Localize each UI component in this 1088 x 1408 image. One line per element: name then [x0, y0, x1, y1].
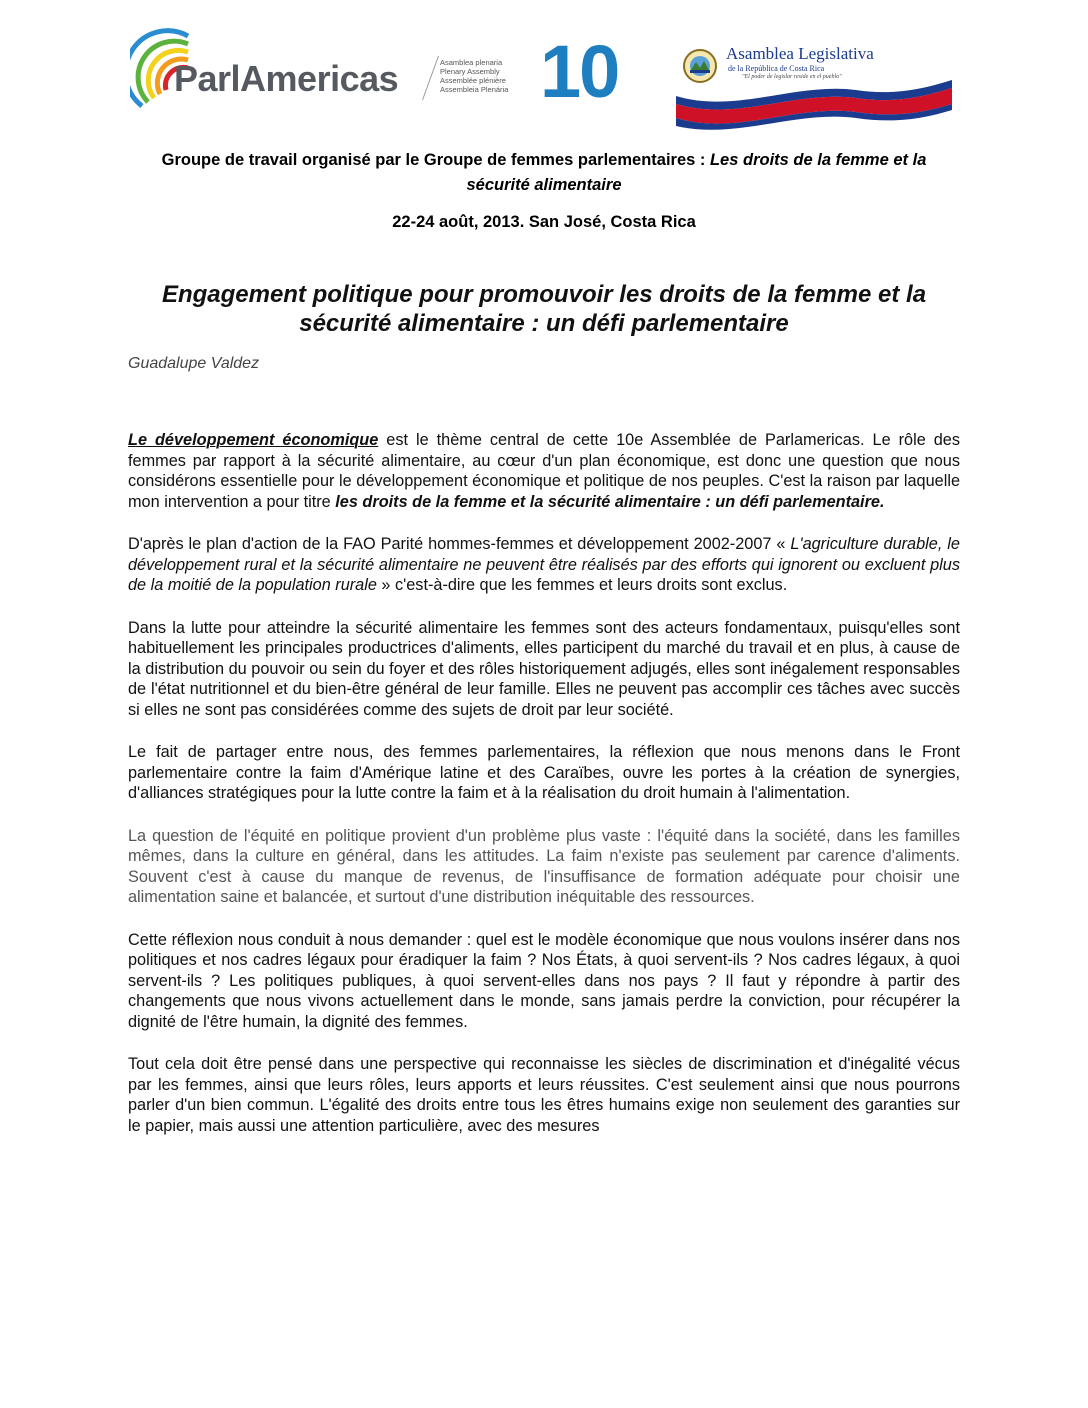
assembly-label: Assembleia Plenária [440, 85, 509, 94]
event-date-place: 22-24 août, 2013. San José, Costa Rica [392, 213, 696, 231]
paragraph: Tout cela doit être pensé dans une perspective qui reconnaisse les siècles de discrimination et d'inégalité vécus par les femmes, ainsi que leurs rôles, leurs apports et leurs réussites. C'est seulement ainsi que nous pourrons parler d'un bien commun. L'égalité des droits entre tous les êtres humains exige non seulement des garanties sur le papier, mais aussi une attention particulière, avec des mesures [128, 1055, 960, 1135]
document-body [128, 430, 960, 1136]
fao-quote: L'agriculture durable, le développement rural et la sécurité alimentaire ne peuvent être réalisés par des efforts qui ignorent ou excluent plus de la moitié de la population rurale [128, 535, 960, 594]
assembly-label: Assemblée plénière [440, 76, 506, 85]
asamblea-motto: "El poder de legislar reside en el pueblo" [742, 74, 842, 80]
paragraph-text: D'après le plan d'action de la FAO Parité hommes-femmes et développement 2002-2007 « [128, 535, 791, 553]
assembly-number: 10 [540, 30, 619, 113]
document-author: Guadalupe Valdez [128, 355, 260, 372]
document-title: Engagement politique pour promouvoir les droits de la femme et la sécurité alimentaire : un défi parlementaire [161, 281, 927, 337]
paragraph: Cette réflexion nous conduit à nous demander : quel est le modèle économique que nous voulons insérer dans nos politiques et nos cadres légaux pour éradiquer la faim ? Nos États, à quoi servent-ils ? Nos cadres légaux, à quoi servent-ils ? Les politiques publiques, à quoi servent-elles dans nos pays ? Il faut y répondre à partir des changements que nous vivons actuellement dans le monde, sans jamais perdre la conviction, pour récupérer la dignité de l'être humain, la dignité des femmes. [128, 930, 960, 1031]
paragraph-end: . [879, 492, 885, 511]
header-logos [0, 22, 1088, 122]
parlamericas-name: ParlAmericas [174, 58, 399, 99]
event-theme: Les droits de la femme et la sécurité alimentaire [466, 151, 927, 194]
event-description [128, 148, 960, 198]
paragraph: La question de l'équité en politique provient d'un problème plus vaste : l'équité dans la société, dans les familles mêmes, dans la culture en général, dans les attitudes. La faim n'existe pas seulement par carence d'aliments. Souvent c'est à cause du manque de revenus, de l'insuffisance de formation adéquate pour choisir une alimentation saine et balancée, et surtout d'une distribution inéquitable des ressources. [128, 826, 960, 906]
paragraph: Le fait de partager entre nous, des femmes parlementaires, la réflexion que nous menons dans le Front parlementaire contre la faim d'Amérique latine et des Caraïbes, ouvre les portes à la création de synergies, d'alliances stratégiques pour la lutte contre la faim et à la réalisation du droit humain à l'alimentation. [128, 743, 960, 802]
flag-waves-icon [676, 74, 956, 134]
paragraph-text: est le thème central de cette 10e Assemblée de Parlamericas. Le rôle des femmes par rapport à la sécurité alimentaire, au cœur d'un plan économique, est donc une question que nous considérons essentielle pour le développement économique et politique de nos peuples. C'est la raison par laquelle mon intervention a pour titre [128, 431, 960, 511]
paragraph [128, 534, 960, 596]
paragraph: Dans la lutte pour atteindre la sécurité alimentaire les femmes sont des acteurs fondamentaux, puisqu'elles sont habituellement les principales productrices d'aliments, elles participent du marché du travail et en plus, à cause de la distribution du pouvoir ou sein du foyer et des rôles historiquement adjugés, elles sont inégalement responsables de l'état nutritionnel et du bien-être général de leur famille. Elles ne peuvent pas accomplir ces tâches avec succès si elles ne sont pas considérées comme des sujets de droit par leur société. [128, 618, 960, 719]
assembly-labels [440, 58, 530, 94]
asamblea-legislativa-logo [676, 44, 956, 134]
assembly-label: Asamblea plenaria [440, 58, 503, 67]
paragraph [128, 430, 960, 512]
event-intro: Groupe de travail organisé par le Groupe de femmes parlementaires : [161, 151, 710, 169]
asamblea-subtitle: de la República de Costa Rica [728, 64, 825, 73]
talk-title: les droits de la femme et la sécurité alimentaire : un défi parlementaire [335, 492, 880, 511]
paragraph-text: » c'est-à-dire que les femmes et leurs droits sont exclus. [376, 576, 788, 594]
paragraph-lead: Le développement économique [128, 431, 379, 449]
assembly-label: Plenary Assembly [440, 67, 500, 76]
parlamericas-logo [130, 28, 430, 118]
asamblea-title: Asamblea Legislativa [726, 44, 874, 63]
